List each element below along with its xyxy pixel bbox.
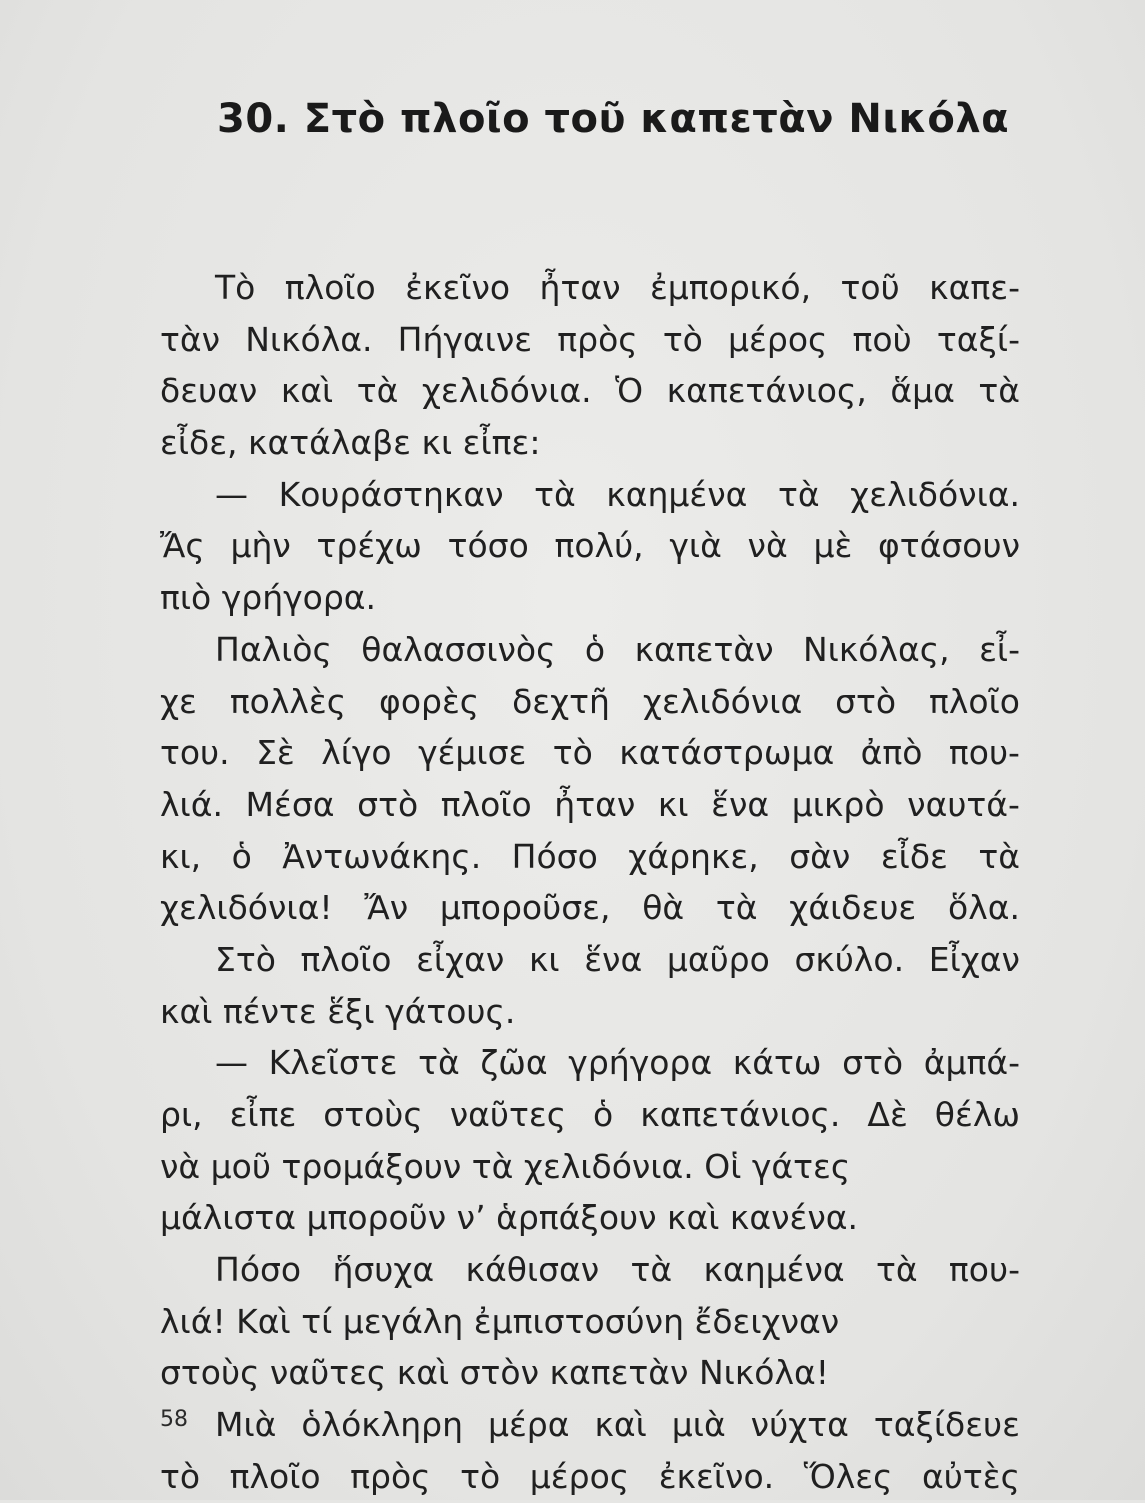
text-line: λιά! Καὶ τί μεγάλη ἐμπιστοσύνη ἔδειχναν bbox=[160, 1301, 840, 1341]
text-line: στοὺς ναῦτες καὶ στὸν καπετὰν Νικόλα! bbox=[160, 1353, 829, 1393]
text-line: χε πολλὲς φορὲς δεχτῆ χελιδόνια στὸ πλοῖο bbox=[160, 681, 1020, 721]
text-line: εἶδε, κατάλαβε κι εἶπε: bbox=[160, 423, 541, 463]
text-line: — Κουράστηκαν τὰ καημένα τὰ χελιδόνια. bbox=[215, 474, 1021, 514]
text-line: Παλιὸς θαλασσινὸς ὁ καπετὰν Νικόλας, εἶ- bbox=[215, 629, 1020, 669]
text-line: μάλιστα μποροῦν ν’ ἁρπάξουν καὶ κανένα. bbox=[160, 1198, 859, 1238]
text-line: Ἄς μὴν τρέχω τόσο πολύ, γιὰ νὰ μὲ φτάσουν bbox=[160, 526, 1021, 566]
text-line: Μιὰ ὁλόκληρη μέρα καὶ μιὰ νύχτα ταξίδευε bbox=[215, 1405, 1020, 1445]
text-line: — Κλεῖστε τὰ ζῶα γρήγορα κάτω στὸ ἀμπά- bbox=[215, 1043, 1020, 1083]
text-line: κι, ὁ Ἀντωνάκης. Πόσο χάρηκε, σὰν εἶδε τὰ bbox=[160, 836, 1020, 876]
text-line: του. Σὲ λίγο γέμισε τὸ κατάστρωμα ἀπὸ που- bbox=[160, 733, 1020, 773]
page-number: 58 bbox=[160, 1407, 188, 1432]
body-text bbox=[160, 262, 1020, 1503]
text-line: λιά. Μέσα στὸ πλοῖο ἦταν κι ἕνα μικρὸ ναυτά- bbox=[160, 784, 1020, 824]
text-line: τὰν Νικόλα. Πήγαινε πρὸς τὸ μέρος ποὺ ταξί- bbox=[160, 319, 1020, 359]
text-line: δευαν καὶ τὰ χελιδόνια. Ὁ καπετάνιος, ἅμα τὰ bbox=[160, 371, 1020, 411]
text-line: νὰ μοῦ τρομάξουν τὰ χελιδόνια. Οἱ γάτες bbox=[160, 1146, 851, 1186]
text-line: καὶ πέντε ἕξι γάτους. bbox=[160, 991, 516, 1031]
text-line: πιὸ γρήγορα. bbox=[160, 578, 377, 618]
text-line: Πόσο ἥσυχα κάθισαν τὰ καημένα τὰ που- bbox=[215, 1250, 1020, 1290]
text-line: Στὸ πλοῖο εἶχαν κι ἕνα μαῦρο σκύλο. Εἶχαν bbox=[215, 939, 1020, 979]
text-line: ρι, εἶπε στοὺς ναῦτες ὁ καπετάνιος. Δὲ θέλω bbox=[160, 1095, 1020, 1134]
text-line: τὸ πλοῖο πρὸς τὸ μέρος ἐκεῖνο. Ὅλες αὐτὲς bbox=[160, 1456, 1020, 1496]
text-line: χελιδόνια! Ἄν μποροῦσε, θὰ τὰ χάιδευε ὅλα. bbox=[160, 888, 1020, 928]
chapter-title: 30. Στὸ πλοῖο τοῦ καπετὰν Νικόλα bbox=[217, 96, 1010, 142]
text-line: Τὸ πλοῖο ἐκεῖνο ἦταν ἐμπορικό, τοῦ καπε- bbox=[215, 268, 1020, 307]
